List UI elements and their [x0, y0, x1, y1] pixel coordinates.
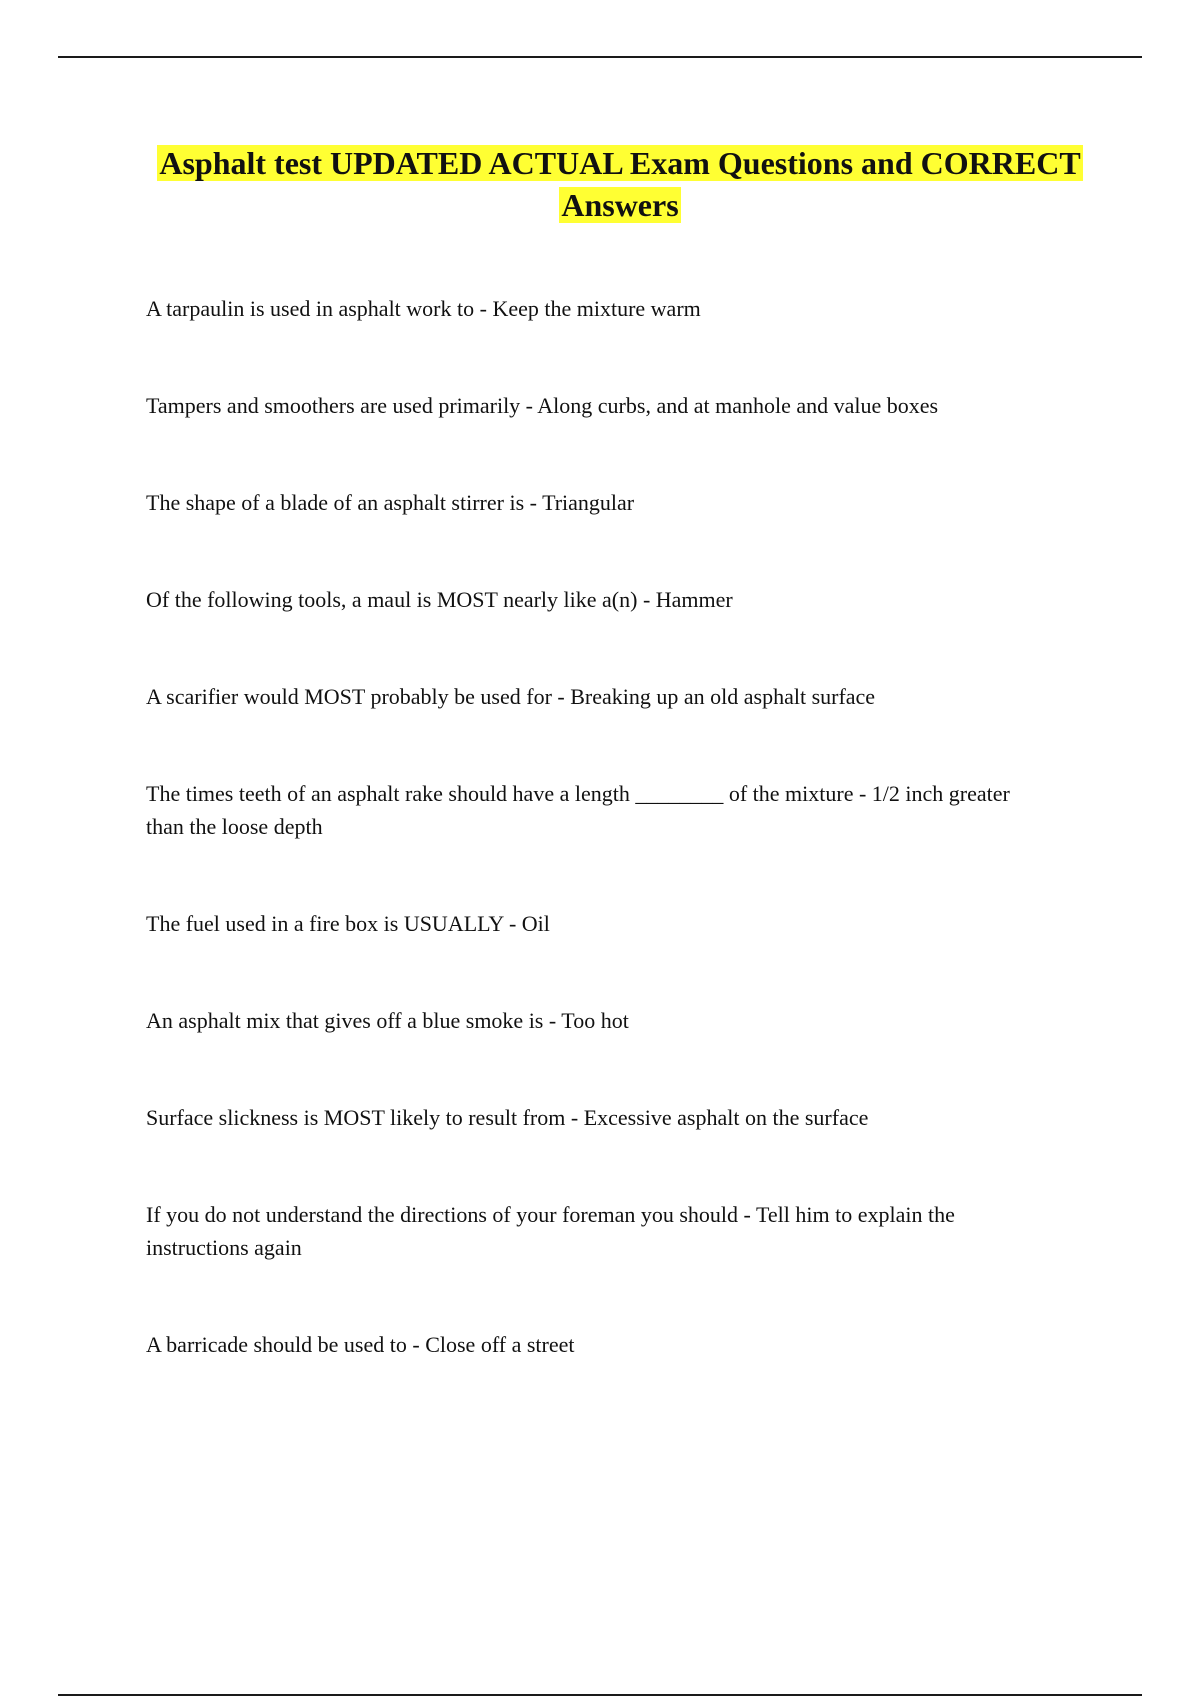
- qa-item-9: Surface slickness is MOST likely to result from - Excessive asphalt on the surface: [146, 1105, 869, 1130]
- qa-item-8: An asphalt mix that gives off a blue smoke is - Too hot: [146, 1008, 629, 1033]
- qa-item-7: The fuel used in a fire box is USUALLY - Oil: [146, 911, 550, 936]
- qa-item-5: A scarifier would MOST probably be used for - Breaking up an old asphalt surface: [146, 684, 876, 709]
- qa-item-10: If you do not understand the directions of your foreman you should - Tell him to explain the instructions again: [146, 1202, 955, 1260]
- qa-item-6: The times teeth of an asphalt rake should have a length ________ of the mixture - 1/2 inch greater than the loose depth: [146, 781, 1010, 839]
- qa-item-3: The shape of a blade of an asphalt stirrer is - Triangular: [146, 490, 635, 515]
- top-rule: [58, 56, 1142, 58]
- document-title-text: Asphalt test UPDATED ACTUAL Exam Questions and CORRECT Answers: [159, 145, 1081, 223]
- question-answer-list: [146, 292, 1046, 1425]
- qa-item-1: A tarpaulin is used in asphalt work to - Keep the mixture warm: [146, 296, 701, 321]
- qa-item-11: A barricade should be used to - Close off a street: [146, 1332, 575, 1357]
- bottom-rule: [58, 1694, 1142, 1696]
- document-title: [100, 142, 1140, 226]
- qa-item-4: Of the following tools, a maul is MOST nearly like a(n) - Hammer: [146, 587, 733, 612]
- qa-item-2: Tampers and smoothers are used primarily - Along curbs, and at manhole and value boxes: [146, 393, 939, 418]
